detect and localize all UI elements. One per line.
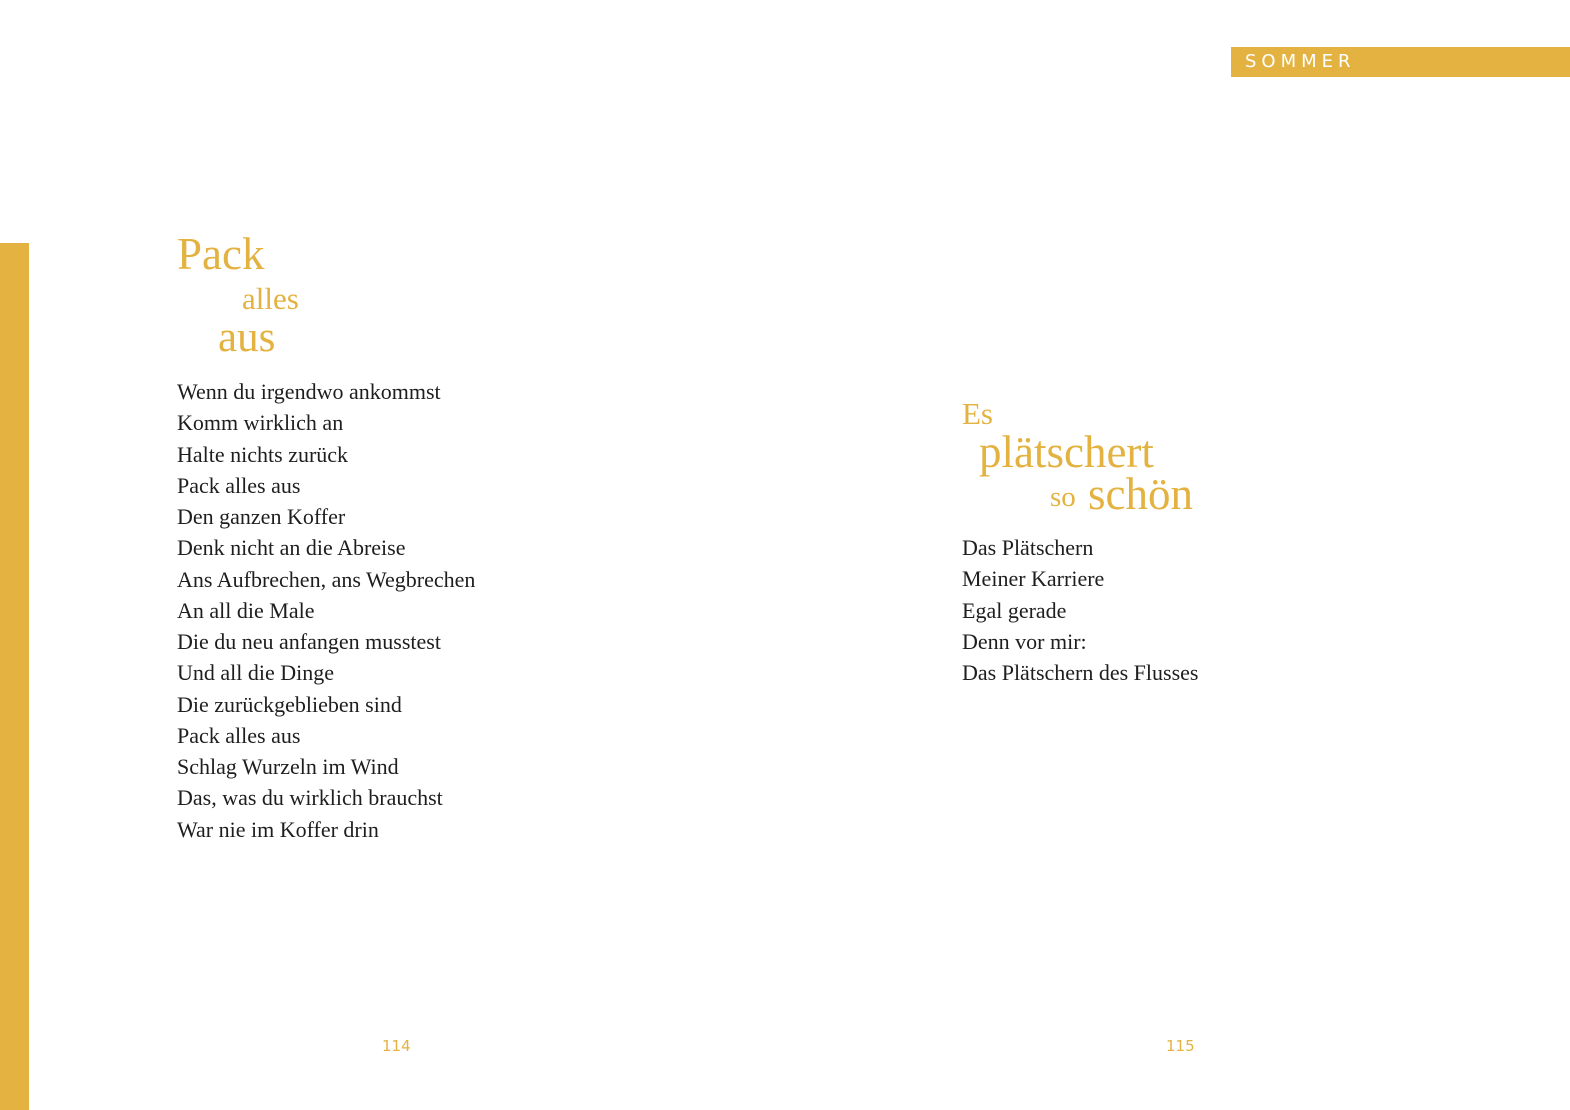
poem-line: Denn vor mir: xyxy=(962,628,1087,654)
poem-line: Schlag Wurzeln im Wind xyxy=(177,754,399,779)
page-number: 115 xyxy=(1166,1037,1195,1055)
poem-line: Die du neu anfangen musstest xyxy=(177,629,441,654)
poem-line: An all die Male xyxy=(177,597,315,623)
title-word: so xyxy=(1050,481,1076,513)
poem-body xyxy=(962,532,1198,688)
poem-line: Egal gerade xyxy=(962,597,1067,623)
title-word: plätschert xyxy=(979,427,1154,477)
poem-line: War nie im Koffer drin xyxy=(177,816,379,842)
poem-line: Meiner Karriere xyxy=(962,566,1105,592)
title-word: schön xyxy=(1088,469,1193,519)
poem-line: Und all die Dinge xyxy=(177,660,335,686)
poem-line: Die zurückgeblieben sind xyxy=(177,691,402,717)
title-word: Es xyxy=(962,396,993,431)
poem-line: Das, was du wirklich brauchst xyxy=(177,785,443,811)
poem-line: Das Plätschern xyxy=(962,535,1094,560)
poem-line: Das Plätschern des Flusses xyxy=(962,660,1199,685)
poem-line: Pack alles aus xyxy=(177,472,301,498)
poem-line: Wenn du irgendwo ankommst xyxy=(177,379,441,404)
title-word: aus xyxy=(218,314,276,361)
poem-line: Halte nichts zurück xyxy=(177,441,349,467)
poem-line: Ans Aufbrechen, ans Wegbrechen xyxy=(177,566,476,592)
poem-line: Denk nicht an die Abreise xyxy=(177,535,406,561)
page-edge-accent-bar xyxy=(0,243,29,1110)
poem-line: Komm wirklich an xyxy=(177,410,344,436)
title-word: alles xyxy=(242,281,299,316)
poem-line: Pack alles aus xyxy=(177,722,301,748)
title-word: Pack xyxy=(177,229,265,279)
poem-body xyxy=(177,376,475,845)
page-number: 114 xyxy=(382,1037,411,1055)
section-tab: SOMMER xyxy=(1231,47,1570,77)
poem-line: Den ganzen Koffer xyxy=(177,504,346,529)
